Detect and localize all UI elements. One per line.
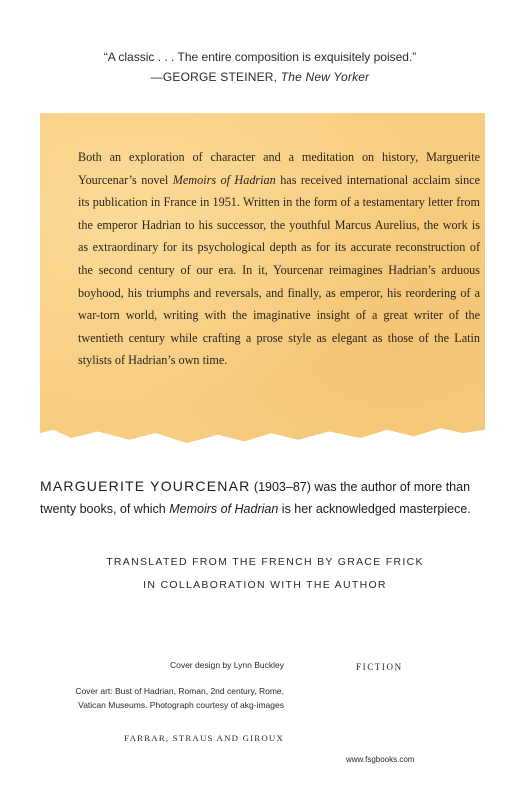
cover-art-credit-line2: Vatican Museums. Photograph courtesy of akg-images xyxy=(78,700,284,710)
bio-text-end: is her acknowledged masterpiece. xyxy=(278,502,471,516)
cover-design-credit: Cover design by Lynn Buckley xyxy=(169,660,284,670)
blurb-quote: “A classic . . . The entire composition is exquisitely poised.” xyxy=(103,50,417,64)
author-name: MARGUERITE YOURCENAR xyxy=(40,478,251,494)
bio-text-start: (1903–87) was the author of more than twenty books, of which xyxy=(40,480,471,516)
cover-art-credit xyxy=(0,684,284,712)
author-bio xyxy=(40,475,490,520)
attribution-name: —GEORGE STEINER, xyxy=(150,70,281,84)
description-book-title: Memoirs of Hadrian xyxy=(172,172,276,187)
translator-credit-line1: TRANSLATED FROM THE FRENCH BY GRACE FRICK xyxy=(106,556,424,568)
translator-credit-line2: IN COLLABORATION WITH THE AUTHOR xyxy=(143,579,387,591)
attribution-publication: The New Yorker xyxy=(280,70,370,84)
book-description xyxy=(78,146,480,372)
description-text-start: Both an exploration of character and a meditation on history, Marguerite Yourcenar’s novel xyxy=(78,150,480,187)
bio-book-title: Memoirs of Hadrian xyxy=(169,502,279,516)
cover-art-credit-line1: Cover art: Bust of Hadrian, Roman, 2nd century, Rome, xyxy=(75,686,284,696)
blurb-attribution xyxy=(60,69,460,85)
category-label: FICTION xyxy=(356,662,403,672)
publisher-name: FARRAR, STRAUS AND GIROUX xyxy=(124,733,284,743)
description-text-end: has received international acclaim since its publication in France in 1951. Written in the form of a testamentary letter from the emperor Hadrian to his successor, the youthful Marcus Aurelius, the work is as extraordinary for its psychological depth as for its accurate reconstruction of the second century of our era. In it, Yourcenar reimagines Hadrian’s arduous boyhood, his triumphs and reversals, and finally, as emperor, his reordering of a war-torn world, writing with the imaginative insight of a great writer of the twentieth century while crafting a prose style as elegant as those of the Latin stylists of Hadrian’s own time. xyxy=(78,172,480,368)
publisher-website: www.fsgbooks.com xyxy=(346,755,415,764)
